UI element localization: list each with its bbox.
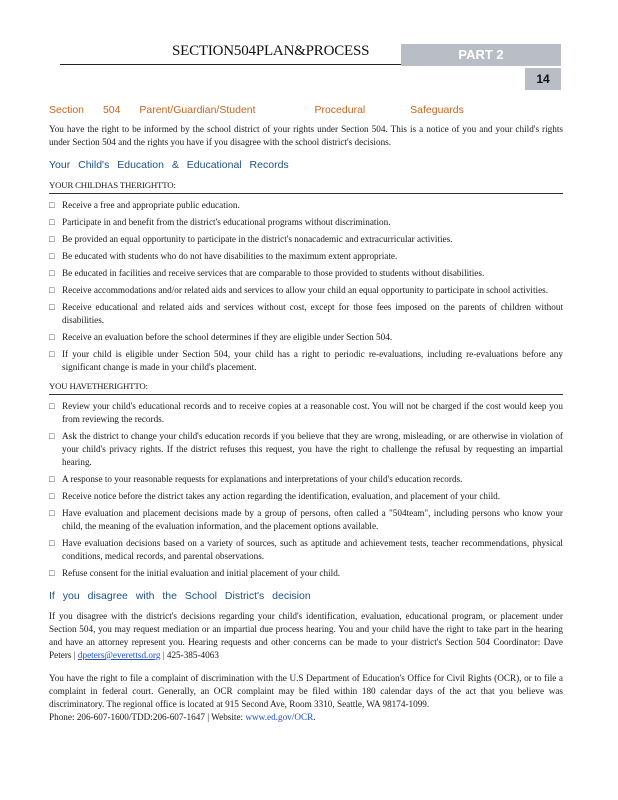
header-title: SECTION504PLAN&PROCESS [172,43,370,59]
list-item-text: Receive an evaluation before the school determines if they are eligible under Section 504. [62,332,393,342]
bullet-icon: □ [49,349,55,359]
child-rights-label: YOUR CHILDHAS THERIGHTTO: [49,179,563,194]
list-item [49,490,563,503]
list-item [49,301,563,327]
intro-heading-part2: Procedural Safeguards [314,104,464,116]
list-item-text: Receive a free and appropriate public education. [62,200,240,210]
bullet-icon: □ [49,217,55,227]
ocr-website-tail: . [313,712,316,722]
list-item [49,267,563,280]
bullet-icon: □ [49,268,55,278]
list-item [49,216,563,229]
coordinator-email-link[interactable]: dpeters@everettsd.org [77,650,161,660]
list-item [49,430,563,469]
disagree-heading: If you disagree with the School District's decision [49,590,311,602]
page-number: 14 [525,68,561,90]
list-item-text: Have evaluation and placement decisions made by a group of persons, often called a "504team", including persons who know your child, the meaning of the evaluation information, and the placement options available. [62,508,563,531]
bullet-icon: □ [49,508,55,518]
bullet-icon: □ [49,285,55,295]
bullet-icon: □ [49,332,55,342]
ocr-text: You have the right to file a complaint of discrimination with the U.S Department of Education's Office for Civil Rights (OCR), or to file a complaint in federal court. Generally, an OCR complaint may be filed within 180 calendar days of the act that you believe was discriminatory. The regional office is located at 915 Second Ave, Room 3310, Seattle, WA 98174-1099. [49,673,563,709]
list-item-text: Be provided an equal opportunity to participate in the district's nonacademic and extracurricular activities. [62,234,453,244]
your-rights-label: YOU HAVETHERIGHTTO: [49,380,563,395]
header-rule [60,64,402,65]
ocr-phone-line: Phone: 206-607-1600/TDD:206-607-1647 | Website: [49,712,244,722]
bullet-icon: □ [49,474,55,484]
education-records-heading: Your Child's Education & Educational Records [49,159,289,171]
list-item-text: Have evaluation decisions based on a variety of sources, such as aptitude and achievement tests, teacher recommendations, physical conditions, medical records, and parental observations. [62,538,563,561]
list-item [49,473,563,486]
list-item [49,567,563,580]
bullet-icon: □ [49,491,55,501]
intro-paragraph: You have the right to be informed by the school district of your rights under Section 504. This is a notice of you and your child's rights under Section 504 and the rights you have if you disagree with the school district's decisions. [49,124,563,147]
intro-heading [49,104,563,117]
bullet-icon: □ [49,401,55,411]
your-rights-list [49,400,563,580]
list-item [49,348,563,374]
list-item-text: Review your child's educational records and to receive copies at a reasonable cost. You will not be charged if the cost would keep you from reviewing the records. [62,401,563,424]
list-item [49,507,563,533]
ocr-website-link[interactable]: www.ed.gov/OCR [245,712,314,722]
child-rights-list [49,199,563,374]
bullet-icon: □ [49,251,55,261]
list-item-text: Be educated in facilities and receive services that are comparable to those provided to students without disabilities. [62,268,485,278]
list-item [49,331,563,344]
list-item-text: Receive notice before the district takes any action regarding the identification, evaluation, and placement of your child. [62,491,501,501]
list-item [49,537,563,563]
bullet-icon: □ [49,538,55,548]
list-item-text: A response to your reasonable requests for explanations and interpretations of your child's education records. [62,474,463,484]
disagree-text: If you disagree with the district's decisions regarding your child's identification, evaluation, educational program, or placement under Section 504, you may request mediation or an impartial due process hearing. You and your child have the right to take part in the hearing and have an attorney represent you. Hearing requests and other concerns can be made to your district's Section 504 Coordinator: Dave Peters [49,611,563,660]
bullet-icon: □ [49,568,55,578]
intro-heading-part1: Section 504 Parent/Guardian/Student [49,104,256,116]
ocr-paragraph [49,672,563,724]
coordinator-phone: 425-385-4063 [166,650,219,660]
list-item [49,284,563,297]
list-item-text: If your child is eligible under Section 504, your child has a right to periodic re-evaluations, including re-evaluations before any significant change is made in your child's placement. [62,349,563,372]
bullet-icon: □ [49,234,55,244]
list-item [49,400,563,426]
list-item-text: Ask the district to change your child's education records if you believe that they are wrong, misleading, or are otherwise in violation of your child's privacy rights. If the district refuses this request, you have the right to challenge the refusal by requesting an impartial hearing. [62,431,563,467]
list-item [49,199,563,212]
list-item-text: Be educated with students who do not have disabilities to the maximum extent appropriate. [62,251,398,261]
list-item-text: Refuse consent for the initial evaluation and initial placement of your child. [62,568,341,578]
list-item-text: Receive accommodations and/or related aids and services to allow your child an equal opportunity to participate in school activities. [62,285,549,295]
document-body [49,104,563,724]
bullet-icon: □ [49,431,55,441]
bullet-icon: □ [49,302,55,312]
list-item [49,233,563,246]
list-item-text: Participate in and benefit from the district's educational programs without discrimination. [62,217,391,227]
list-item-text: Receive educational and related aids and services without cost, except for those fees imposed on the parents of children without disabilities. [62,302,563,325]
bullet-icon: □ [49,200,55,210]
part-badge: PART 2 [401,44,561,66]
disagree-paragraph: If you disagree with the district's decisions regarding your child's identification, evaluation, educational program, or placement under Section 504, you may request mediation or an impartial due process hearing. You and your child have the right to take part in the hearing and have an attorney represent you. Hearing requests and other concerns can be made to your district's Section 504 Coordinator: Dave Peters | dpeters@everettsd.org | 425-385-4063 [49,611,563,660]
list-item [49,250,563,263]
